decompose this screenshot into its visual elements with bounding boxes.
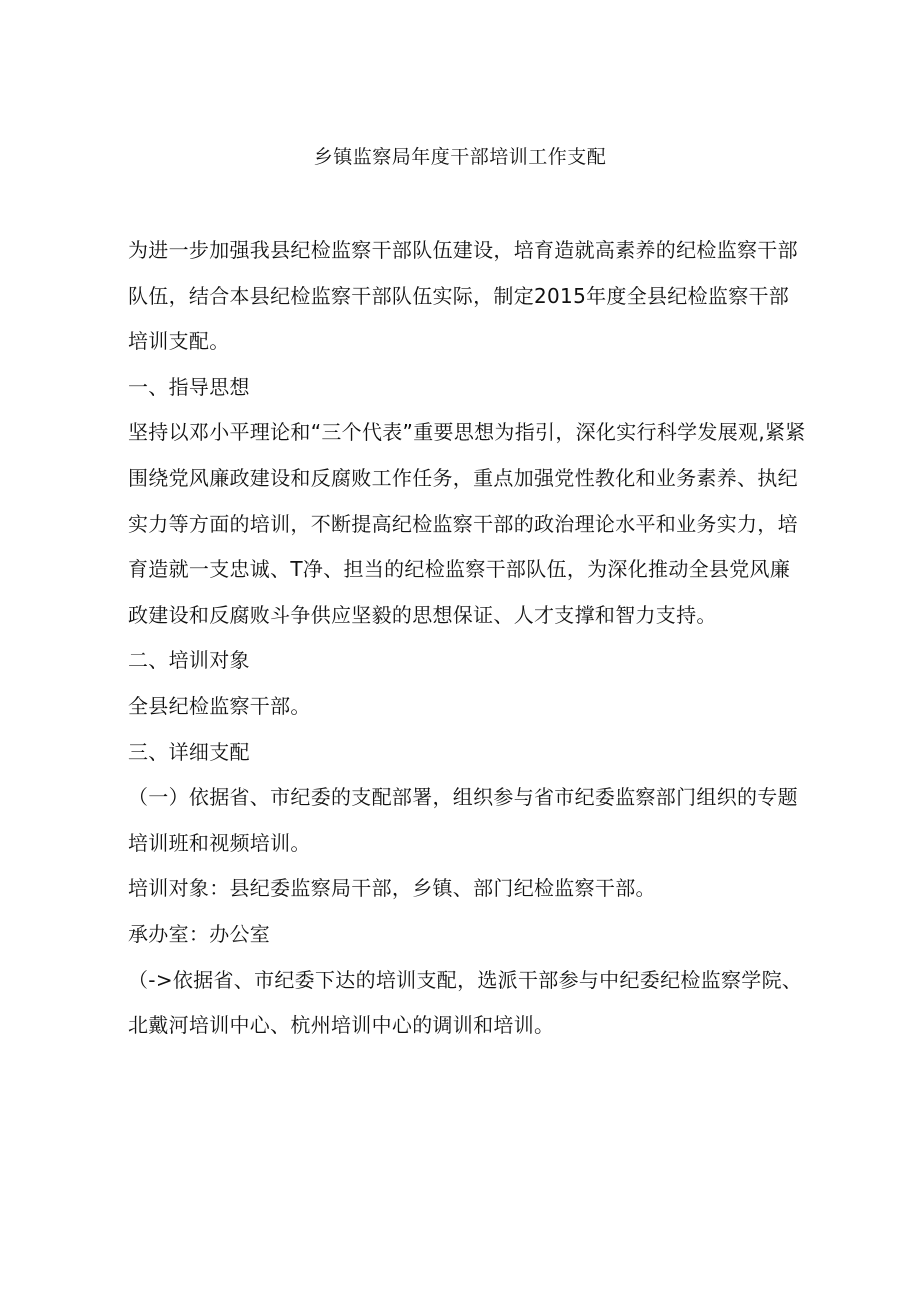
document-title: 乡镇监察局年度干部培训工作支配 [313, 146, 607, 168]
arrangement-item-1-office: 承办室：办公室 [128, 921, 271, 946]
section-heading-guiding-thought: 一、指导思想 [128, 374, 250, 399]
arrangement-item-1-targets: 培训对象：县纪委监察局干部，乡镇、部门纪检监察干部。 [128, 876, 656, 901]
intro-paragraph: 为进一步加强我县纪检监察干部队伍建设，培育造就高素养的纪检监察干部队伍，结合本县纪检监察干部队伍实际，制定2015年度全县纪检监察干部培训支配。 [128, 238, 798, 354]
guiding-thought-paragraph: 坚持以邓小平理论和“三个代表”重要思想为指引，深化实行科学发展观,紧紧围绕党风廉政建设和反腐败工作任务，重点加强党性教化和业务素养、执纪实力等方面的培训，不断提高纪检监察干部的政治理论水平和业务实力，培育造就一支忠诚、T净、担当的纪检监察干部队伍，为深化推动全县党风廉政建设和反腐败斗争供应坚毅的思想保证、人才支撑和智力支持。 [128, 420, 806, 627]
section-heading-detailed-arrangement: 三、详细支配 [128, 739, 250, 764]
training-targets-paragraph: 全县纪检监察干部。 [128, 693, 311, 718]
arrangement-item-2: （->依据省、市纪委下达的培训支配，选派干部参与中纪委纪检监察学院、北戴河培训中心、杭州培训中心的调训和培训。 [128, 967, 803, 1038]
document-body [128, 228, 808, 1049]
section-heading-training-targets: 二、培训对象 [128, 648, 250, 673]
arrangement-item-1: （一）依据省、市纪委的支配部署，组织参与省市纪委监察部门组织的专题培训班和视频培训。 [128, 785, 798, 855]
